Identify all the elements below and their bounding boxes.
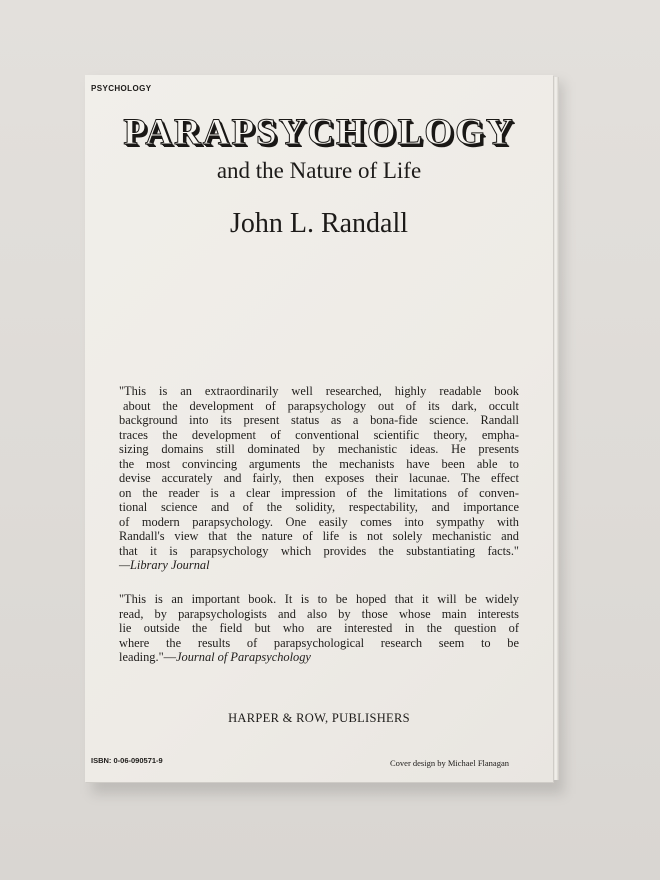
review-last-line: leading."— <box>119 650 177 664</box>
review-line: devise accurately and fairly, then exposes their lacunae. The effect <box>119 471 519 485</box>
book-title: PARAPSYCHOLOGY <box>123 112 515 153</box>
review-attribution <box>119 650 519 665</box>
review-line: traces the development of conventional scientific theory, empha- <box>119 427 519 442</box>
review-line: of modern parapsychology. One easily comes into sympathy with <box>119 514 519 529</box>
review-line: background into its present status as a bona-fide science. Randall <box>119 413 519 427</box>
review-line: about the development of parapsychology out of its dark, occult <box>123 398 519 413</box>
review-line: "This is an extraordinarily well researched, highly readable book <box>119 384 519 398</box>
book-author: John L. Randall <box>229 208 409 239</box>
review-line: that it is parapsychology which provides the substantiating facts." <box>119 543 519 558</box>
review-line: where the results of parapsychological research seem to be <box>119 635 519 650</box>
review-line: the most convincing arguments the mechanists have been able to <box>119 456 519 471</box>
review-line: tional science and of the solidity, respectability, and importance <box>119 500 519 514</box>
review-line: lie outside the field but who are interested in the question of <box>119 621 519 635</box>
review-source: Journal of Parapsychology <box>176 650 311 664</box>
book-subtitle: and the Nature of Life <box>216 158 422 183</box>
category-label: PSYCHOLOGY <box>91 84 152 93</box>
publisher: HARPER & ROW, PUBLISHERS <box>228 711 410 725</box>
review-source: —Library Journal <box>119 558 210 572</box>
review-library-journal <box>119 384 519 573</box>
cover-design-credit: Cover design by Michael Flanagan <box>390 758 509 768</box>
review-journal-of-parapsychology <box>119 592 519 665</box>
book-page-edge <box>553 77 559 780</box>
review-line: read, by parapsychologists and also by those whose main interests <box>119 606 519 621</box>
review-line: Randall's view that the nature of life is not solely mechanistic and <box>119 529 519 543</box>
review-attribution <box>119 558 519 573</box>
review-line: "This is an important book. It is to be hoped that it will be widely <box>119 592 519 606</box>
review-line: sizing domains still dominated by mechanistic ideas. He presents <box>119 442 519 456</box>
review-line: on the reader is a clear impression of the limitations of conven- <box>119 485 519 500</box>
book-back-cover <box>85 75 553 782</box>
isbn: ISBN: 0-06-090571-9 <box>91 756 163 765</box>
